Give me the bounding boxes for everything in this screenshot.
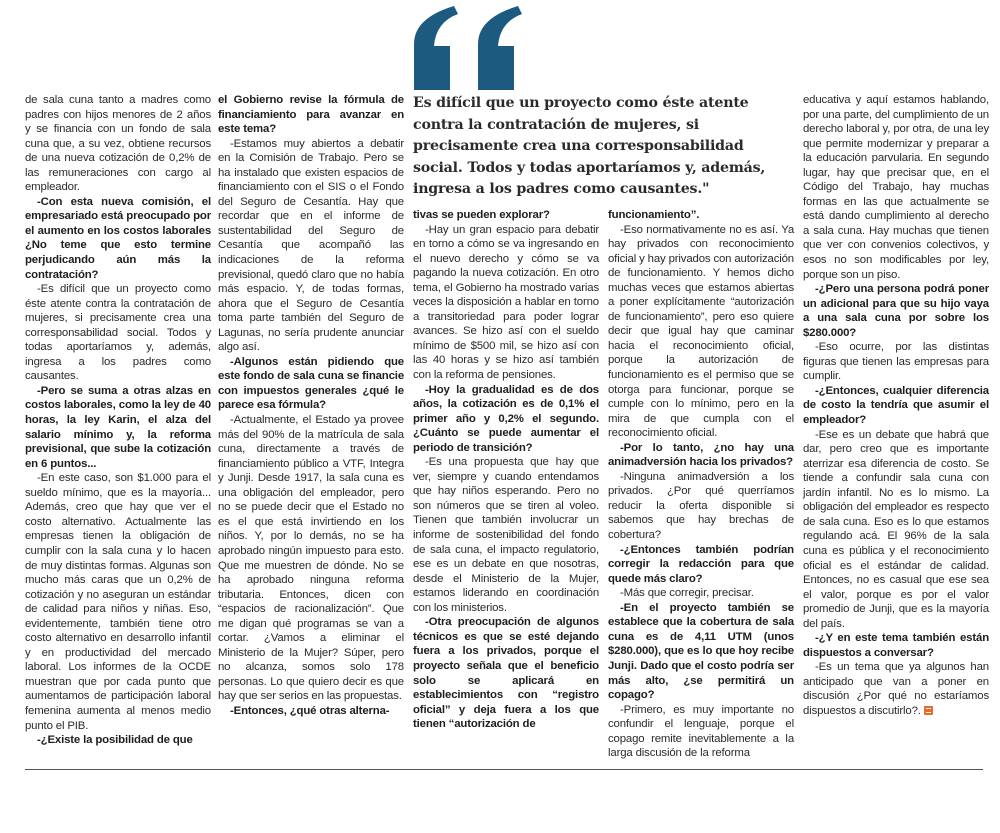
interview-answer: -Ese es un debate que habrá que dar, pero creo que es importante aterrizar esa diferencia de costo. Se tiende a confundir sala cuna con jardín infantil. No es lo mismo. La obligación del empleador es respecto de sala cuna. Eso es lo que estamos regulando acá. El 96% de la sala cuna es pública y el reconocimiento oficial es el estándar de calidad. Entonces, no es casual que ese sea el valor, porque es por el valor promedio de Junji, que es la mayoría del país. <box>803 428 989 630</box>
interview-question: -Entonces, ¿qué otras alterna- <box>230 704 390 717</box>
interview-question: -¿Entonces también podrían corregir la redacción para que quede más claro? <box>608 543 794 585</box>
interview-answer: -Actualmente, el Estado ya provee más del 90% de la matrícula de sala cuna, directamente a través de financiamiento público a VTF, Integra y Junji. Desde 1917, la sala cuna es una obligación del empleador, pero no se puede decir que el Estado no es el que está invirtiendo en los niños. Y, por lo demás, no se ha aprobado ningún impuesto para esto. Que me muestren de dónde. No se ha aprobado ninguna reforma tributaria. Entonces, dicen con “espacios de racionalización”. Que me digan qué programas se van a cortar. ¿Vamos a eliminar el Ministerio de la Mujer? Súper, pero no alcanza, somos solo 178 personas. Lo que quiero decir es que hay que ser serios en las propuestas. <box>218 414 404 703</box>
pull-quote: Es difícil que un proyecto como éste atente contra la contratación de mujeres, si precisamente crea una corresponsabilidad social. Todos y todas aportaríamos y, además, ingresa a los padres como causantes." <box>413 95 766 197</box>
interview-question: -Hoy la gradualidad es de dos años, la cotización es de 0,1% el primer año y 0,2% el segundo. ¿Cuánto se puede aumentar el periodo de transición? <box>413 383 599 454</box>
interview-answer: -Es difícil que un proyecto como éste atente contra la contratación de mujeres, si precisamente crea una corresponsabilidad social. Todos y todas aportaríamos y, además, ingresa a los padres como causantes. <box>25 283 211 383</box>
interview-question: -¿Existe la posibilidad de que <box>37 734 193 747</box>
interview-question: el Gobierno revise la fórmula de financiamiento para avanzar en este tema? <box>218 94 404 136</box>
interview-question: tivas se pueden explorar? <box>413 209 550 221</box>
interview-answer: -Más que corregir, precisar. <box>620 587 754 600</box>
quote-mark-icon <box>412 6 532 90</box>
interview-answer: -Es un tema que ya algunos han anticipado que van a poner en discusión ¿Por qué no estaríamos dispuestos a discutirlo?. <box>803 661 989 717</box>
interview-answer: -Eso ocurre, por las distintas figuras que tienen las empresas para cumplir. <box>803 341 989 383</box>
interview-answer: -Hay un gran espacio para debatir en torno a cómo se va ingresando en el nuevo derecho y cómo se va pagando la nueva cotización. En otro tema, el Gobierno ha mostrado varias veces la disposición a hablar en torno a transitoriedad para poder lograr avances. Se hizo así con el sueldo mínimo de $500 mil, se hizo así con las 40 horas y se hizo así también con la reforma de pensiones. <box>413 223 599 382</box>
interview-question: -Pero se suma a otras alzas en costos laborales, como la ley de 40 horas, la ley Karin, el alza del salario mínimo y, la reforma previsional, que sube la cotización en 6 puntos... <box>25 384 211 470</box>
article-column-2 <box>218 93 404 719</box>
bottom-rule <box>25 769 983 770</box>
interview-question: -Otra preocupación de algunos técnicos es que se esté dejando fuera a los privados, porque el proyecto señala que el beneficio solo se aplicará en establecimientos con “registro oficial” y deja fuera a los que tienen “autorización de <box>413 616 599 731</box>
interview-question: -Algunos están pidiendo que este fondo de sala cuna se financie con impuestos generales ¿qué le parece esa fórmula? <box>218 355 404 412</box>
interview-question: -¿Entonces, cualquier diferencia de costo la tendría que asumir el empleador? <box>803 384 989 427</box>
article-column-5 <box>803 93 989 719</box>
interview-question: -Por lo tanto, ¿no hay una animadversión hacia los privados? <box>608 441 794 469</box>
interview-question: -En el proyecto también se establece que la cobertura de sala cuna es de 4,11 UTM (unos $280.000), que es lo que hoy recibe Junji. Dado que el costo podría ser más alto, ¿se permitirá un copago? <box>608 601 794 702</box>
interview-question: -¿Y en este tema también están dispuestos a conversar? <box>803 632 989 659</box>
interview-answer: -En este caso, son $1.000 para el sueldo mínimo, que es la mayoría... Además, creo que hay que ver el costo alternativo. Actualmente las empresas tienen la obligación de cumplir con la sala cuna y lo hacen de muy distintas formas. Algunas son mucho más caras que un 0,2% de cotización y no aseguran un estándar de calidad para niños y niñas. Eso, evidentemente, también tiene otro costo alternativo en desarrollo infantil y en productividad del mercado laboral. Los informes de la OCDE muestran que por cada punto que aumentamos de participación laboral femenina aumenta al menos medio punto el PIB. <box>25 472 211 732</box>
interview-answer: -Es una propuesta que hay que ver, siempre y cuando entendamos que hay niños esperando. Pero no son números que se tiren al voleo. Tienen que también involucrar un informe de sostenibilidad del fondo de sala cuna, el impacto regulatorio, ese es un debate en que nosotras, desde el Ministerio de la Mujer, estamos liderando en coordinación con los ministerios. <box>413 456 599 614</box>
interview-question: -Con esta nueva comisión, el empresariado está preocupado por el aumento en los costos laborales ¿No teme que esto termine perjudicando aún más la contratación? <box>25 195 211 281</box>
article-column-4 <box>608 208 794 761</box>
interview-answer: -Estamos muy abiertos a debatir en la Comisión de Trabajo. Pero se ha instalado que existen espacios de financiamiento con el SIS o el Fondo del Seguro de Cesantía. Hay que recordar que en el informe de sustentabilidad del Seguro de Cesantía que acompañó las indicaciones de la reforma previsional, quedó claro que no había más espacio. Y, de todas formas, ahora que el Seguro de Cesantía toma parte también del Seguro de Lagunas, no sería prudente anunciar algo así. <box>218 137 404 354</box>
interview-question: funcionamiento”. <box>608 209 700 221</box>
article-column-3 <box>413 208 599 732</box>
interview-answer: educativa y aquí estamos hablando, por una parte, del cumplimiento de un derecho laboral y, por otra, de una ley que permite modernizar y preparar a la educación parvularia. En segundo lugar, hay que precisar que, en el Código del Trabajo, hay muchas formas en las que actualmente se está dando cumplimiento al derecho a sala cuna. Hay muchas que tienen que ver con convenios colectivos, y esos no son modificables por ley, porque son un piso. <box>803 94 989 281</box>
interview-answer: de sala cuna tanto a madres como padres con hijos menores de 2 años y se financia con un fondo de sala cuna que, a su vez, obtiene recursos de una nueva cotización de 0,2% de las remuneraciones con cargo al empleador. <box>25 94 211 194</box>
interview-answer: -Ninguna animadversión a los privados. ¿Por qué querríamos reducir la oferta disponible si sabemos que hay brechas de cobertura? <box>608 470 794 542</box>
end-of-article-icon <box>924 706 933 715</box>
article-column-1 <box>25 93 211 748</box>
interview-answer: -Primero, es muy importante no confundir el lenguaje, porque el copago remite inevitablemente a la larga discusión de la reforma <box>608 703 794 760</box>
interview-answer: -Eso normativamente no es así. Ya hay privados con reconocimiento oficial y hay privados con autorización de funcionamiento. Y hemos dicho muchas veces que estamos abiertas a poner explícitamente “autorización de funcionamiento”, pero eso quiere decir que igual hay que caminar hacia el reconocimiento oficial, porque la autorización de funcionamiento es el permiso que se otorga para funcionar, porque se cumple con lo mínimo, pero en la mira de que cumpla con el reconocimiento oficial. <box>608 223 794 440</box>
interview-question: -¿Pero una persona podrá poner un adicional para que su hijo vaya a una sala cuna por sobre los $280.000? <box>803 283 989 339</box>
